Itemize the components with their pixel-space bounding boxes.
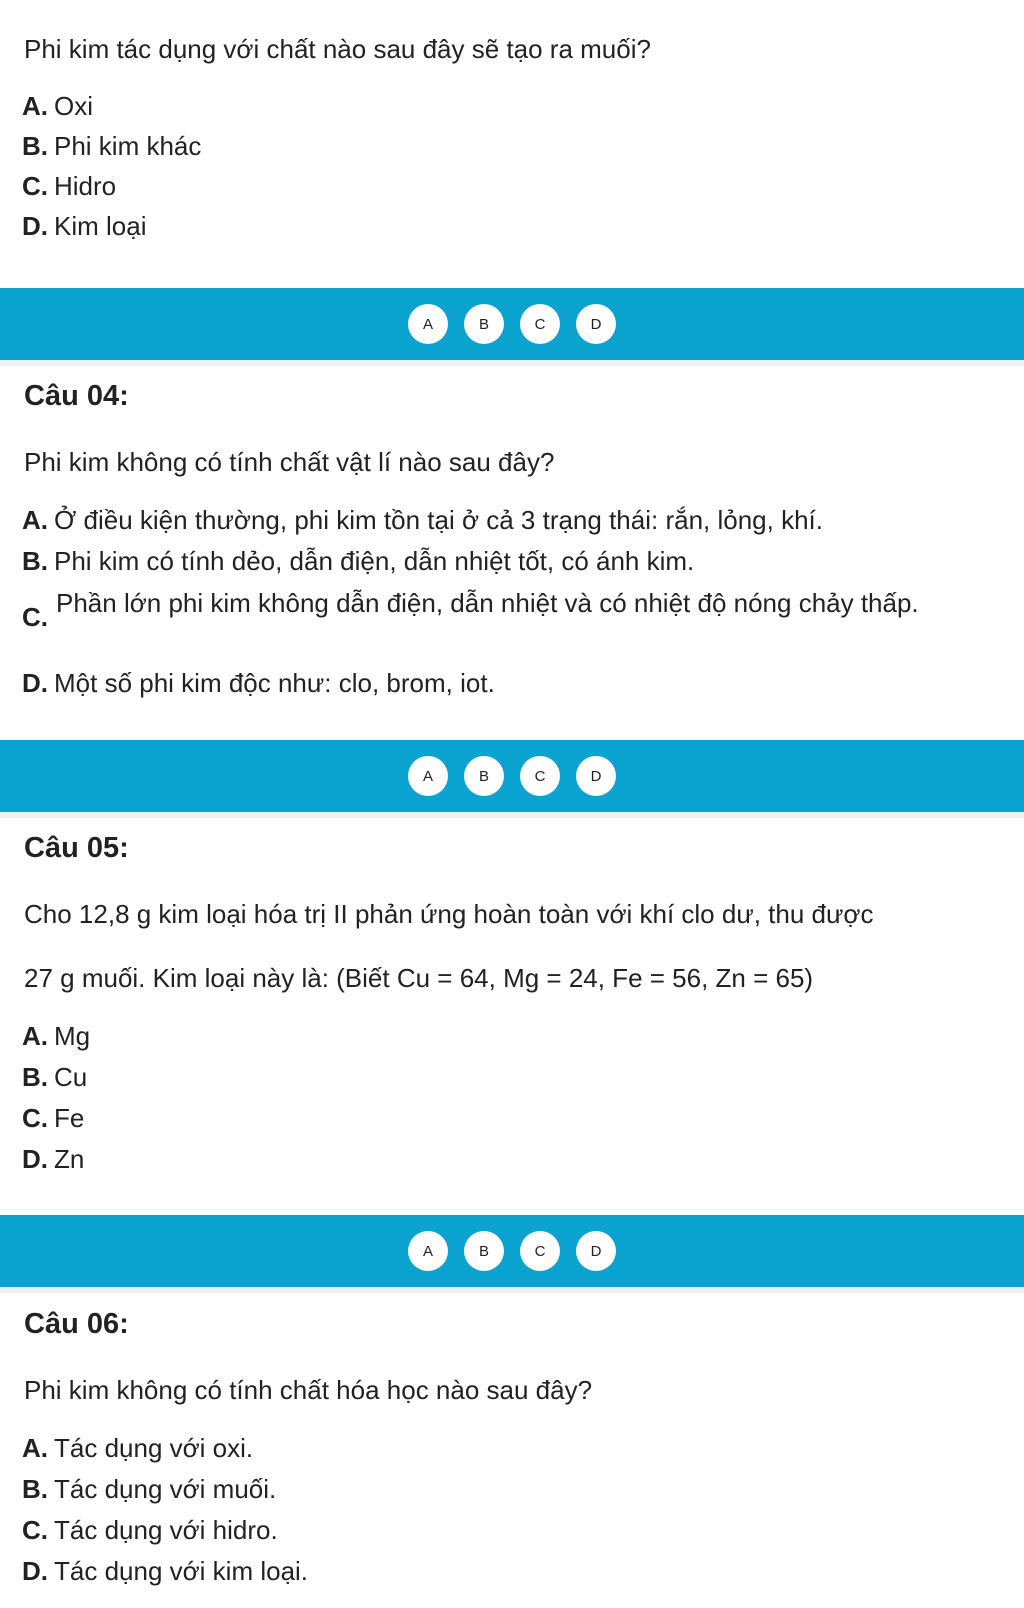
question-05-text-line1: Cho 12,8 g kim loại hóa trị II phản ứng hoàn toàn với khí clo dư, thu được <box>24 899 874 929</box>
answer-button-c[interactable]: C <box>520 756 560 796</box>
question-06-option-c <box>22 1514 278 1546</box>
question-05-option-b <box>22 1061 87 1093</box>
question-03-option-c <box>22 170 116 202</box>
question-04-option-b <box>22 545 694 577</box>
question-06-text: Phi kim không có tính chất hóa học nào sau đây? <box>24 1375 593 1405</box>
option-text: Tác dụng với oxi. <box>54 1433 254 1463</box>
answer-button-b[interactable]: B <box>464 1231 504 1271</box>
answer-button-b[interactable]: B <box>464 304 504 344</box>
option-text: Ở điều kiện thường, phi kim tồn tại ở cả 3 trạng thái: rắn, lỏng, khí. <box>54 505 823 535</box>
option-letter: C. <box>22 1103 48 1133</box>
option-text: Mg <box>54 1021 91 1051</box>
answer-button-d[interactable]: D <box>576 304 616 344</box>
option-letter: A. <box>22 505 48 535</box>
question-03-option-a <box>22 90 93 122</box>
option-letter: C. <box>22 602 48 632</box>
question-03-option-d <box>22 210 146 242</box>
answer-bar-03 <box>0 288 1024 360</box>
option-text: Tác dụng với hidro. <box>54 1515 278 1545</box>
option-letter: B. <box>22 1062 48 1092</box>
option-text: Phần lớn phi kim không dẫn điện, dẫn nhiệt và có nhiệt độ nóng chảy thấp. <box>56 588 919 618</box>
answer-button-c[interactable]: C <box>520 304 560 344</box>
question-05-option-d <box>22 1143 84 1175</box>
option-letter: D. <box>22 1556 48 1586</box>
answer-button-a[interactable]: A <box>408 304 448 344</box>
question-05-option-a <box>22 1020 90 1052</box>
option-letter: B. <box>22 546 48 576</box>
option-letter: C. <box>22 171 48 201</box>
option-text: Hidro <box>54 171 117 201</box>
answer-button-a[interactable]: A <box>408 756 448 796</box>
option-letter: A. <box>22 91 48 121</box>
question-05-option-c <box>22 1102 84 1134</box>
answer-button-b[interactable]: B <box>464 756 504 796</box>
question-04-option-a <box>22 504 823 536</box>
question-05-text-line2: 27 g muối. Kim loại này là: (Biết Cu = 64, Mg = 24, Fe = 56, Zn = 65) <box>24 963 814 993</box>
option-text: Zn <box>54 1144 85 1174</box>
option-text: Cu <box>54 1062 88 1092</box>
option-letter: B. <box>22 1474 48 1504</box>
question-03-text: Phi kim tác dụng với chất nào sau đây sẽ tạo ra muối? <box>24 34 651 64</box>
option-text: Tác dụng với kim loại. <box>54 1556 309 1586</box>
answer-bar-04 <box>0 740 1024 812</box>
answer-button-a[interactable]: A <box>408 1231 448 1271</box>
option-letter: C. <box>22 1515 48 1545</box>
answer-button-d[interactable]: D <box>576 1231 616 1271</box>
question-03-option-b <box>22 130 201 162</box>
question-04-text: Phi kim không có tính chất vật lí nào sau đây? <box>24 447 555 477</box>
option-text: Fe <box>54 1103 85 1133</box>
option-text: Phi kim khác <box>54 131 202 161</box>
answer-button-c[interactable]: C <box>520 1231 560 1271</box>
option-letter: D. <box>22 1144 48 1174</box>
question-04-option-d <box>22 667 495 699</box>
question-04-title: Câu 04: <box>24 380 129 412</box>
option-letter: B. <box>22 131 48 161</box>
option-letter: A. <box>22 1433 48 1463</box>
bar-divider <box>0 812 1024 818</box>
option-letter: A. <box>22 1021 48 1051</box>
question-06-option-a <box>22 1432 253 1464</box>
bar-divider <box>0 360 1024 366</box>
question-05-title: Câu 05: <box>24 832 129 864</box>
option-text: Oxi <box>54 91 93 121</box>
option-letter: D. <box>22 668 48 698</box>
bar-divider <box>0 1287 1024 1293</box>
answer-bar-05 <box>0 1215 1024 1287</box>
question-06-option-d <box>22 1555 308 1587</box>
question-06-title: Câu 06: <box>24 1308 129 1340</box>
option-text: Một số phi kim độc như: clo, brom, iot. <box>54 668 495 698</box>
question-06-option-b <box>22 1473 276 1505</box>
option-letter: D. <box>22 211 48 241</box>
option-text: Kim loại <box>54 211 147 241</box>
answer-button-d[interactable]: D <box>576 756 616 796</box>
option-text: Phi kim có tính dẻo, dẫn điện, dẫn nhiệt tốt, có ánh kim. <box>54 546 695 576</box>
option-text: Tác dụng với muối. <box>54 1474 277 1504</box>
